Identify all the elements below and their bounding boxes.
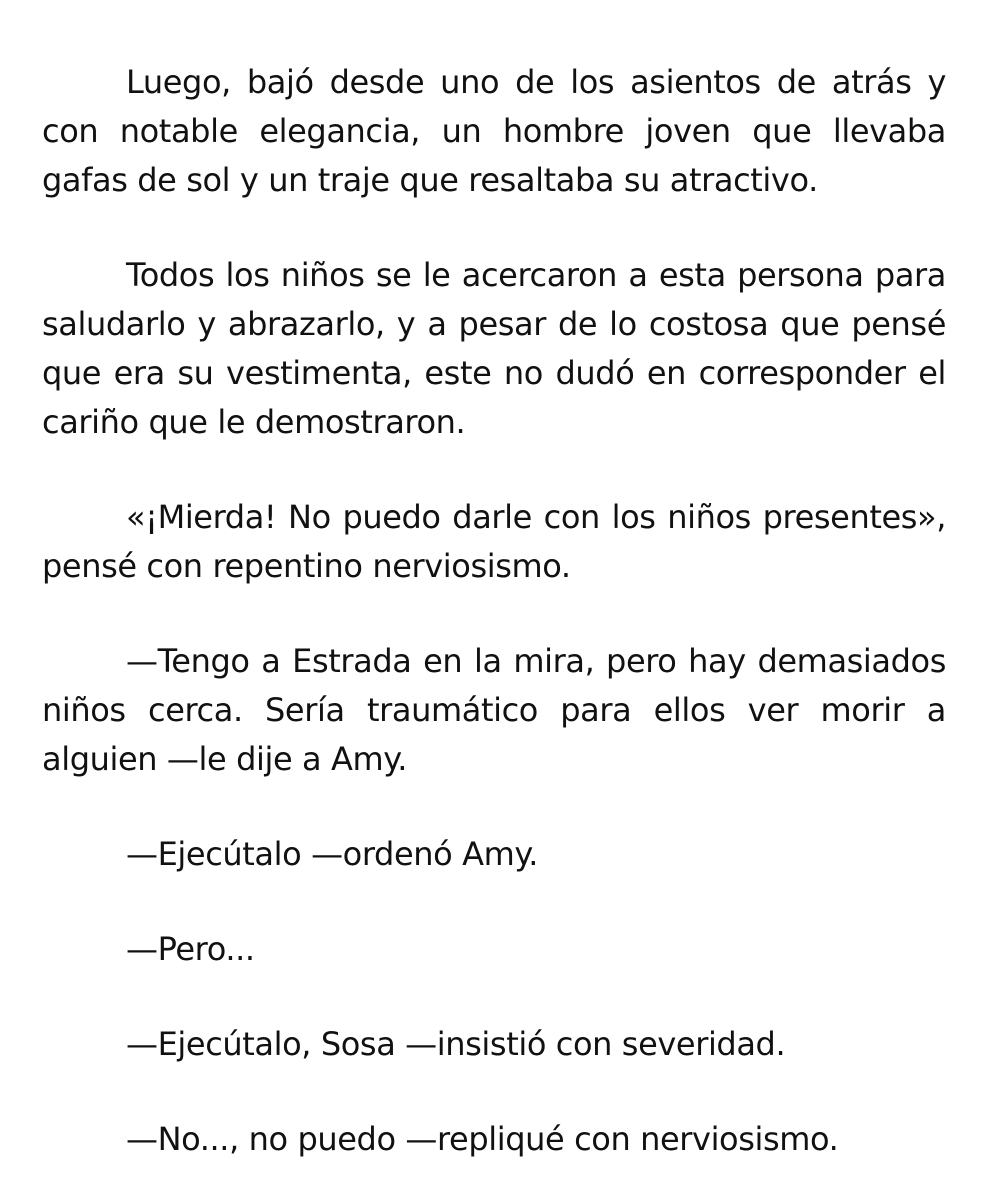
document-page — [42, 58, 946, 1164]
paragraph-2: Todos los niños se le acercaron a esta persona para saludarlo y abrazarlo, y a pesar de lo costosa que pensé que era su vestimenta, este no dudó en corresponder el cariño que le demostraron. — [42, 256, 946, 441]
paragraph-1: Luego, bajó desde uno de los asientos de atrás y con notable elegancia, un hombre joven que llevaba gafas de sol y un traje que resaltaba su atractivo. — [42, 63, 946, 199]
paragraph-7: —Ejecútalo, Sosa —insistió con severidad. — [126, 1025, 786, 1063]
paragraph-6: —Pero... — [126, 930, 255, 968]
paragraph-3: «¡Mierda! No puedo darle con los niños presentes», pensé con repentino nerviosismo. — [42, 498, 946, 585]
paragraph-8: —No..., no puedo —repliqué con nerviosismo. — [126, 1120, 839, 1158]
paragraph-5: —Ejecútalo —ordenó Amy. — [126, 835, 539, 873]
paragraph-4: —Tengo a Estrada en la mira, pero hay demasiados niños cerca. Sería traumático para ellos ver morir a alguien —le dije a Amy. — [42, 642, 946, 778]
